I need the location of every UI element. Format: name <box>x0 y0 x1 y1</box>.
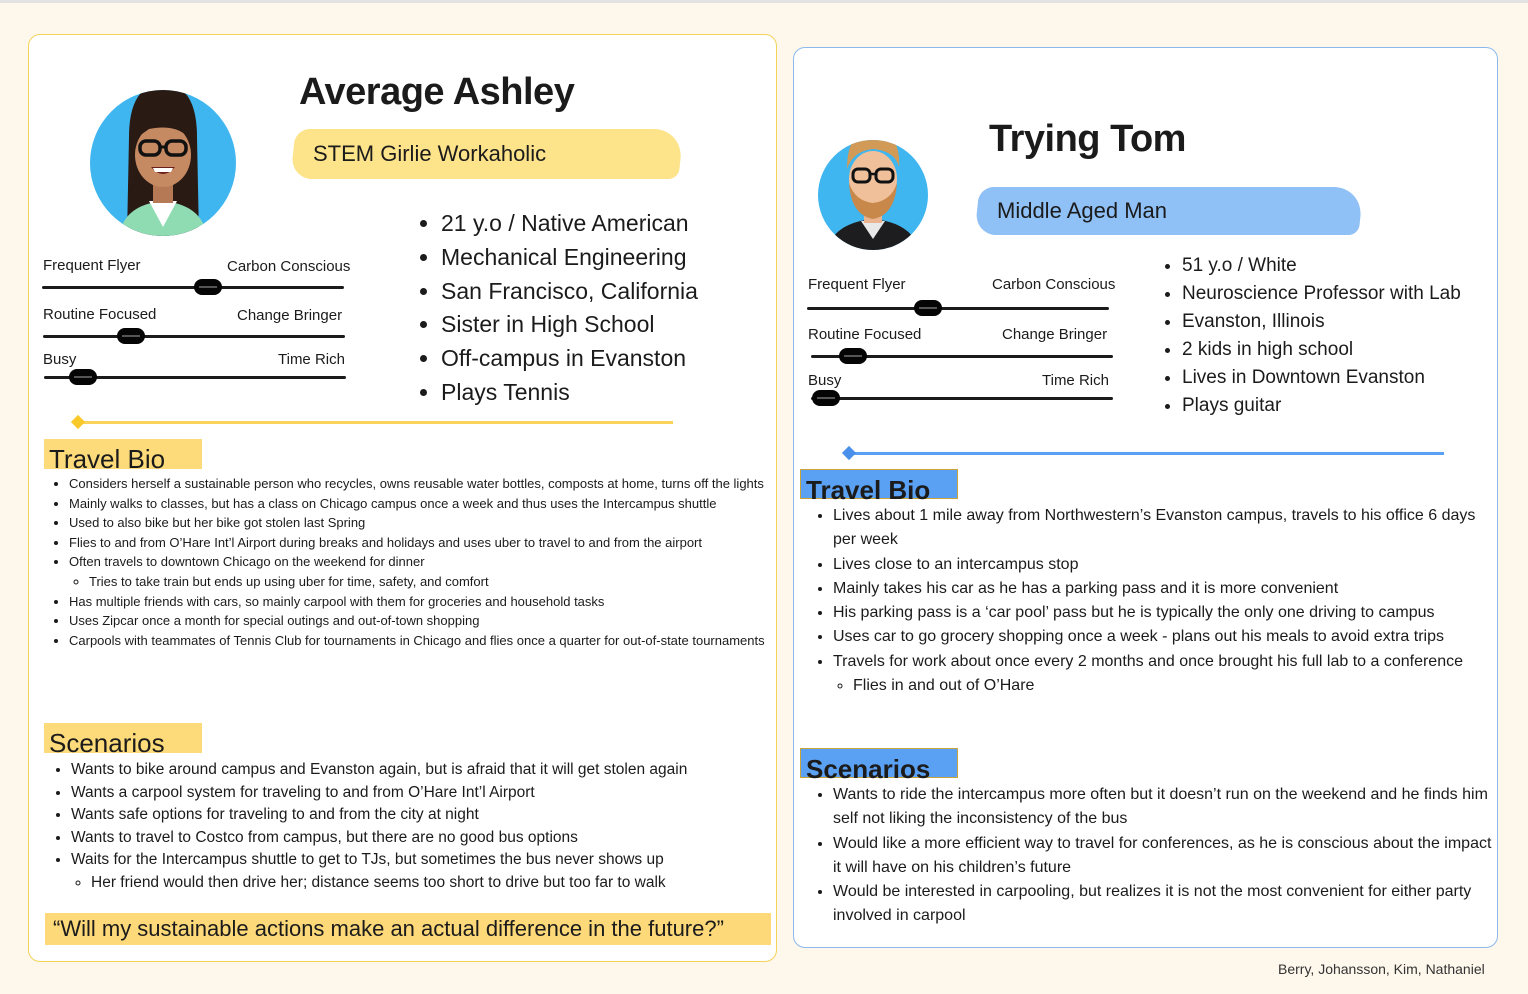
slider-track <box>43 335 345 338</box>
slider-left-label: Frequent Flyer <box>808 276 906 293</box>
slider-right-label: Time Rich <box>278 351 345 368</box>
section-divider <box>77 421 673 424</box>
sub-list-item: ◦ Tries to take train but ends up using uber for time, safety, and comfort <box>89 572 777 592</box>
persona-facts <box>419 207 698 410</box>
list-item: • Wants to bike around campus and Evanston again, but is afraid that it will get stolen again <box>71 759 781 782</box>
fact-item: • Plays guitar <box>1182 392 1461 420</box>
list-item: • Considers herself a sustainable person who recycles, owns reusable water bottles, composts at home, turns off the lights <box>69 474 777 494</box>
fact-item: • 2 kids in high school <box>1182 336 1461 364</box>
travel-bio-list <box>49 474 777 650</box>
slider-track <box>807 307 1109 310</box>
slider-track <box>811 355 1113 358</box>
slider-track <box>811 397 1113 400</box>
list-item: • Lives about 1 mile away from Northwestern’s Evanston campus, travels to his office 6 days per week <box>833 504 1493 553</box>
diamond-marker-icon <box>71 415 85 429</box>
list-item: • Wants safe options for traveling to and from the city at night <box>71 804 781 827</box>
list-item: • Mainly walks to classes, but has a class on Chicago campus once a week and thus uses the Intercampus shuttle <box>69 494 777 514</box>
persona-sliders <box>807 278 1127 408</box>
slider-knob[interactable] <box>194 279 222 295</box>
slider-right-label: Change Bringer <box>237 307 343 324</box>
travel-bio-list <box>813 504 1493 698</box>
top-border <box>0 0 1528 3</box>
fact-item: • Plays Tennis <box>441 376 698 410</box>
slider-right-label: Carbon Conscious <box>992 276 1116 293</box>
slider-left-label: Busy <box>43 351 77 368</box>
fact-item: • Off-campus in Evanston <box>441 342 698 376</box>
fact-item: • 51 y.o / White <box>1182 252 1461 280</box>
fact-item: • Neuroscience Professor with Lab <box>1182 280 1461 308</box>
list-item: • Travels for work about once every 2 months and once brought his full lab to a conference ◦ Flies in and out of O’Hare <box>833 650 1493 699</box>
list-item: • Would be interested in carpooling, but realizes it is not the most convenient for either party involved in carpool <box>833 880 1493 929</box>
slider-track <box>44 376 346 379</box>
slider-knob[interactable] <box>839 348 867 364</box>
list-item: • Waits for the Intercampus shuttle to get to TJs, but sometimes the bus never shows up ◦ Her friend would then drive her; distance seems too short to drive but too far to walk <box>71 849 781 894</box>
slider-knob[interactable] <box>69 369 97 385</box>
section-divider <box>848 452 1444 455</box>
slider-knob[interactable] <box>914 300 942 316</box>
man-avatar-icon <box>817 123 929 251</box>
fact-item: • Lives in Downtown Evanston <box>1182 364 1461 392</box>
list-item: • Wants to ride the intercampus more often but it doesn’t run on the weekend and he finds him self not liking the inconsistency of the bus <box>833 783 1493 832</box>
scenarios-heading: Scenarios <box>800 748 958 778</box>
list-item: • Has multiple friends with cars, so mainly carpool with them for groceries and household tasks <box>69 592 777 612</box>
list-item: • Flies to and from O’Hare Int’l Airport during breaks and holidays and uses uber to travel to and from the airport <box>69 533 777 553</box>
list-item: • Mainly takes his car as he has a parking pass and it is more convenient <box>833 577 1493 601</box>
woman-avatar-icon <box>89 77 237 237</box>
persona-tagline: Middle Aged Man <box>974 187 1363 235</box>
scenarios-list <box>813 783 1493 929</box>
travel-bio-heading: Travel Bio <box>800 469 958 499</box>
list-item: • His parking pass is a ‘car pool’ pass but he is typically the only one driving to campus <box>833 601 1493 625</box>
slider-track <box>42 286 344 289</box>
slider-left-label: Frequent Flyer <box>43 257 141 274</box>
list-item: • Would like a more efficient way to travel for conferences, as he is conscious about the impact it will have on his children’s future <box>833 832 1493 881</box>
slider-right-label: Change Bringer <box>1002 326 1108 343</box>
scenarios-heading: Scenarios <box>44 723 202 753</box>
persona-card-tom <box>793 47 1498 948</box>
list-item: • Uses Zipcar once a month for special outings and out-of-town shopping <box>69 611 777 631</box>
fact-item: • Mechanical Engineering <box>441 241 698 275</box>
slider-left-label: Routine Focused <box>43 306 157 323</box>
slider-knob[interactable] <box>117 328 145 344</box>
persona-quote: “Will my sustainable actions make an actual difference in the future?” <box>45 913 771 945</box>
credits: Berry, Johansson, Kim, Nathaniel <box>1278 961 1485 977</box>
list-item: • Uses car to go grocery shopping once a week - plans out his meals to avoid extra trips <box>833 625 1493 649</box>
sub-list-item: ◦ Her friend would then drive her; distance seems too short to drive but too far to walk <box>91 872 781 895</box>
persona-sliders <box>42 257 362 417</box>
slider-left-label: Busy <box>808 372 842 389</box>
fact-item: • Evanston, Illinois <box>1182 308 1461 336</box>
diamond-marker-icon <box>842 446 856 460</box>
fact-item: • Sister in High School <box>441 308 698 342</box>
list-item: • Carpools with teammates of Tennis Club for tournaments in Chicago and flies once a quarter for out-of-state tournaments <box>69 631 777 651</box>
scenarios-list <box>51 759 781 894</box>
list-item: • Wants to travel to Costco from campus, but there are no good bus options <box>71 827 781 850</box>
travel-bio-heading: Travel Bio <box>44 439 202 469</box>
fact-item: • 21 y.o / Native American <box>441 207 698 241</box>
list-item: • Often travels to downtown Chicago on the weekend for dinner ◦ Tries to take train but ends up using uber for time, safety, and comfort <box>69 552 777 591</box>
list-item: • Wants a carpool system for traveling to and from O’Hare Int’l Airport <box>71 782 781 805</box>
persona-name: Trying Tom <box>989 118 1186 160</box>
persona-tagline: STEM Girlie Workaholic <box>290 129 683 179</box>
sub-list-item: ◦ Flies in and out of O’Hare <box>853 674 1493 698</box>
persona-card-ashley <box>28 34 777 962</box>
list-item: • Lives close to an intercampus stop <box>833 553 1493 577</box>
list-item: • Used to also bike but her bike got stolen last Spring <box>69 513 777 533</box>
persona-facts <box>1160 252 1461 420</box>
slider-right-label: Carbon Conscious <box>227 258 351 275</box>
slider-right-label: Time Rich <box>1042 372 1109 389</box>
slider-knob[interactable] <box>812 390 840 406</box>
persona-name: Average Ashley <box>299 71 575 113</box>
slider-left-label: Routine Focused <box>808 326 922 343</box>
fact-item: • San Francisco, California <box>441 275 698 309</box>
